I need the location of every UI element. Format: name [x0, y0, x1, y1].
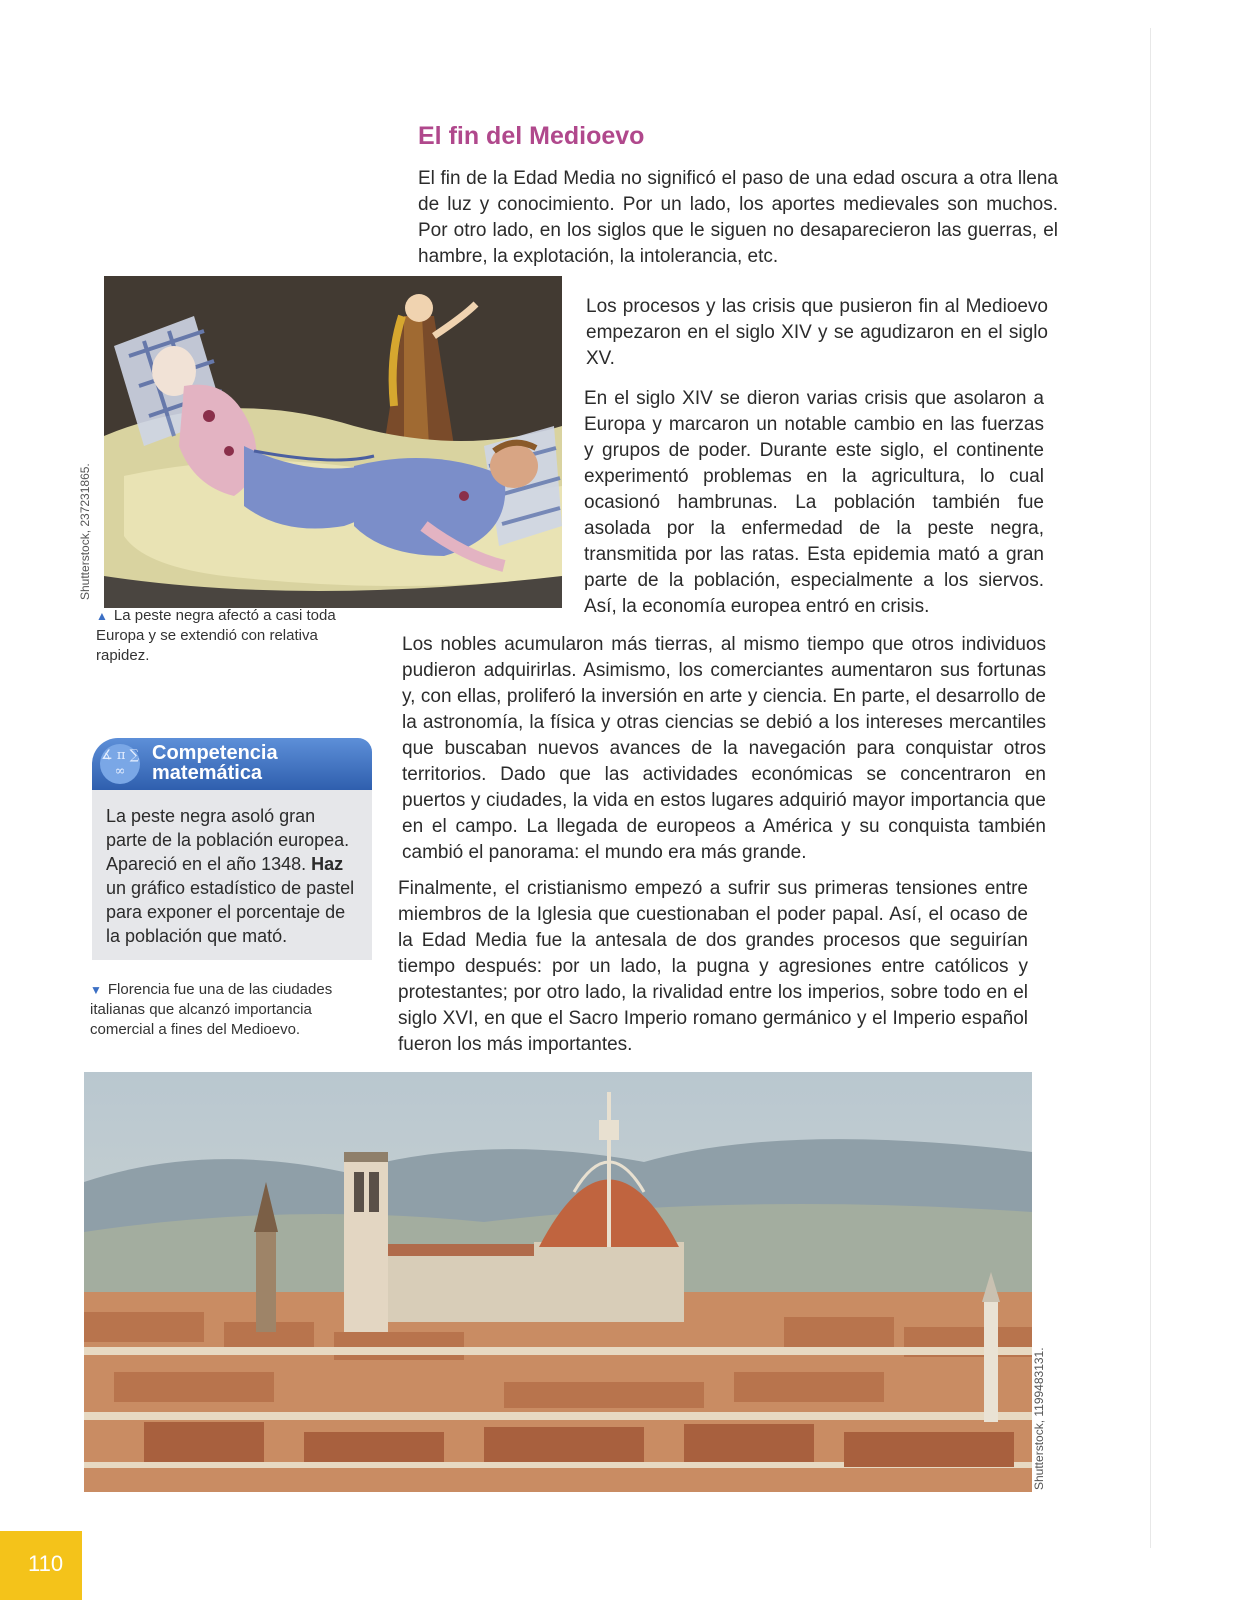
page-title: El fin del Medioevo — [418, 122, 645, 150]
paragraph-finalmente: Finalmente, el cristianismo empezó a sufrir sus primeras tensiones entre miembros de la Iglesia que cuestionaban el poder papal. Así, el ocaso de la Edad Media fue la antesala de dos grandes procesos que seguirían tiempo después: por un lado, la pugna y agresiones entre católicos y protestantes; por otro lado, la rivalidad entre los imperios, sobre todo en el siglo XVI, en que el Sacro Imperio romano germánico y el Imperio español fueron los más importantes. — [398, 878, 1028, 1055]
florence-caption-text: Florencia fue una de las ciudades italianas que alcanzó importancia comercial a fines del Medioevo. — [90, 981, 333, 1038]
paragraph-intro: El fin de la Edad Media no significó el paso de una edad oscura a otra llena de luz y conocimiento. Por un lado, los aportes medievales son muchos. Por otro lado, en los siglos que le siguen no desaparecieron las guerras, el hambre, la explotación, la intolerancia, etc. — [418, 168, 1058, 267]
competencia-header — [92, 738, 372, 790]
page-edge-rule — [1150, 28, 1151, 1548]
math-symbols-icon: ∡ π ∑ ∞ — [100, 744, 140, 784]
competencia-text-rest: un gráfico estadístico de pastel para exponer el porcentaje de la población que mató. — [106, 878, 355, 946]
triangle-up-icon: ▲ — [96, 609, 108, 623]
triangle-down-icon: ▼ — [90, 983, 102, 997]
paragraph-procesos: Los procesos y las crisis que pusieron fin al Medioevo empezaron en el siglo XIV y se agudizaron en el siglo XV. — [586, 296, 1048, 369]
florence-photo — [84, 1072, 1032, 1492]
competencia-body — [92, 790, 372, 960]
plague-photo-credit: Shutterstock, 237231865. — [78, 463, 92, 600]
paragraph-nobles: Los nobles acumularon más tierras, al mismo tiempo que otros individuos pudieron adquirirlas. Asimismo, los comerciantes aumentaron sus fortunas y, con ellas, proliferó la inversión en arte y ciencia. En parte, el desarrollo de la astronomía, la física y otras ciencias se debió a los intereses mercantiles que buscaban nuevos avances de la navegación para conquistar otros territorios. Dado que las actividades económicas se concentraron en puertos y ciudades, la vida en estos lugares adquirió mayor importancia que en el campo. La llegada de europeos a América y su conquista también cambió el panorama: el mundo era más grande. — [402, 634, 1046, 863]
competencia-text-plain: La peste negra asoló gran parte de la población europea. Apareció en el año 1348. — [106, 806, 350, 874]
florence-photo-credit: Shutterstock, 1199483131. — [1032, 1347, 1046, 1490]
plague-painting — [104, 276, 562, 608]
plague-caption — [96, 606, 352, 666]
florence-cityscape — [84, 1072, 1032, 1492]
competencia-matematica-box — [92, 738, 372, 960]
plague-illustration — [104, 276, 562, 608]
competencia-title: Competencia matemática — [152, 742, 278, 784]
paragraph-siglo-xiv: En el siglo XIV se dieron varias crisis que asolaron a Europa y marcaron un notable cambio en las fuerzas y grupos de poder. Durante este siglo, el continente experimentó problemas en la agricultura, lo cual ocasionó hambrunas. La población también fue asolada por la enfermedad de la peste negra, transmitida por las ratas. Esta epidemia mató a gran parte de la población, especialmente a los siervos. Así, la economía europea entró en crisis. — [584, 388, 1044, 617]
page-number: 110 — [0, 1531, 82, 1600]
plague-caption-text: La peste negra afectó a casi toda Europa y se extendió con relativa rapidez. — [96, 607, 336, 664]
competencia-text-bold: Haz — [311, 854, 344, 874]
florence-caption — [90, 980, 352, 1040]
